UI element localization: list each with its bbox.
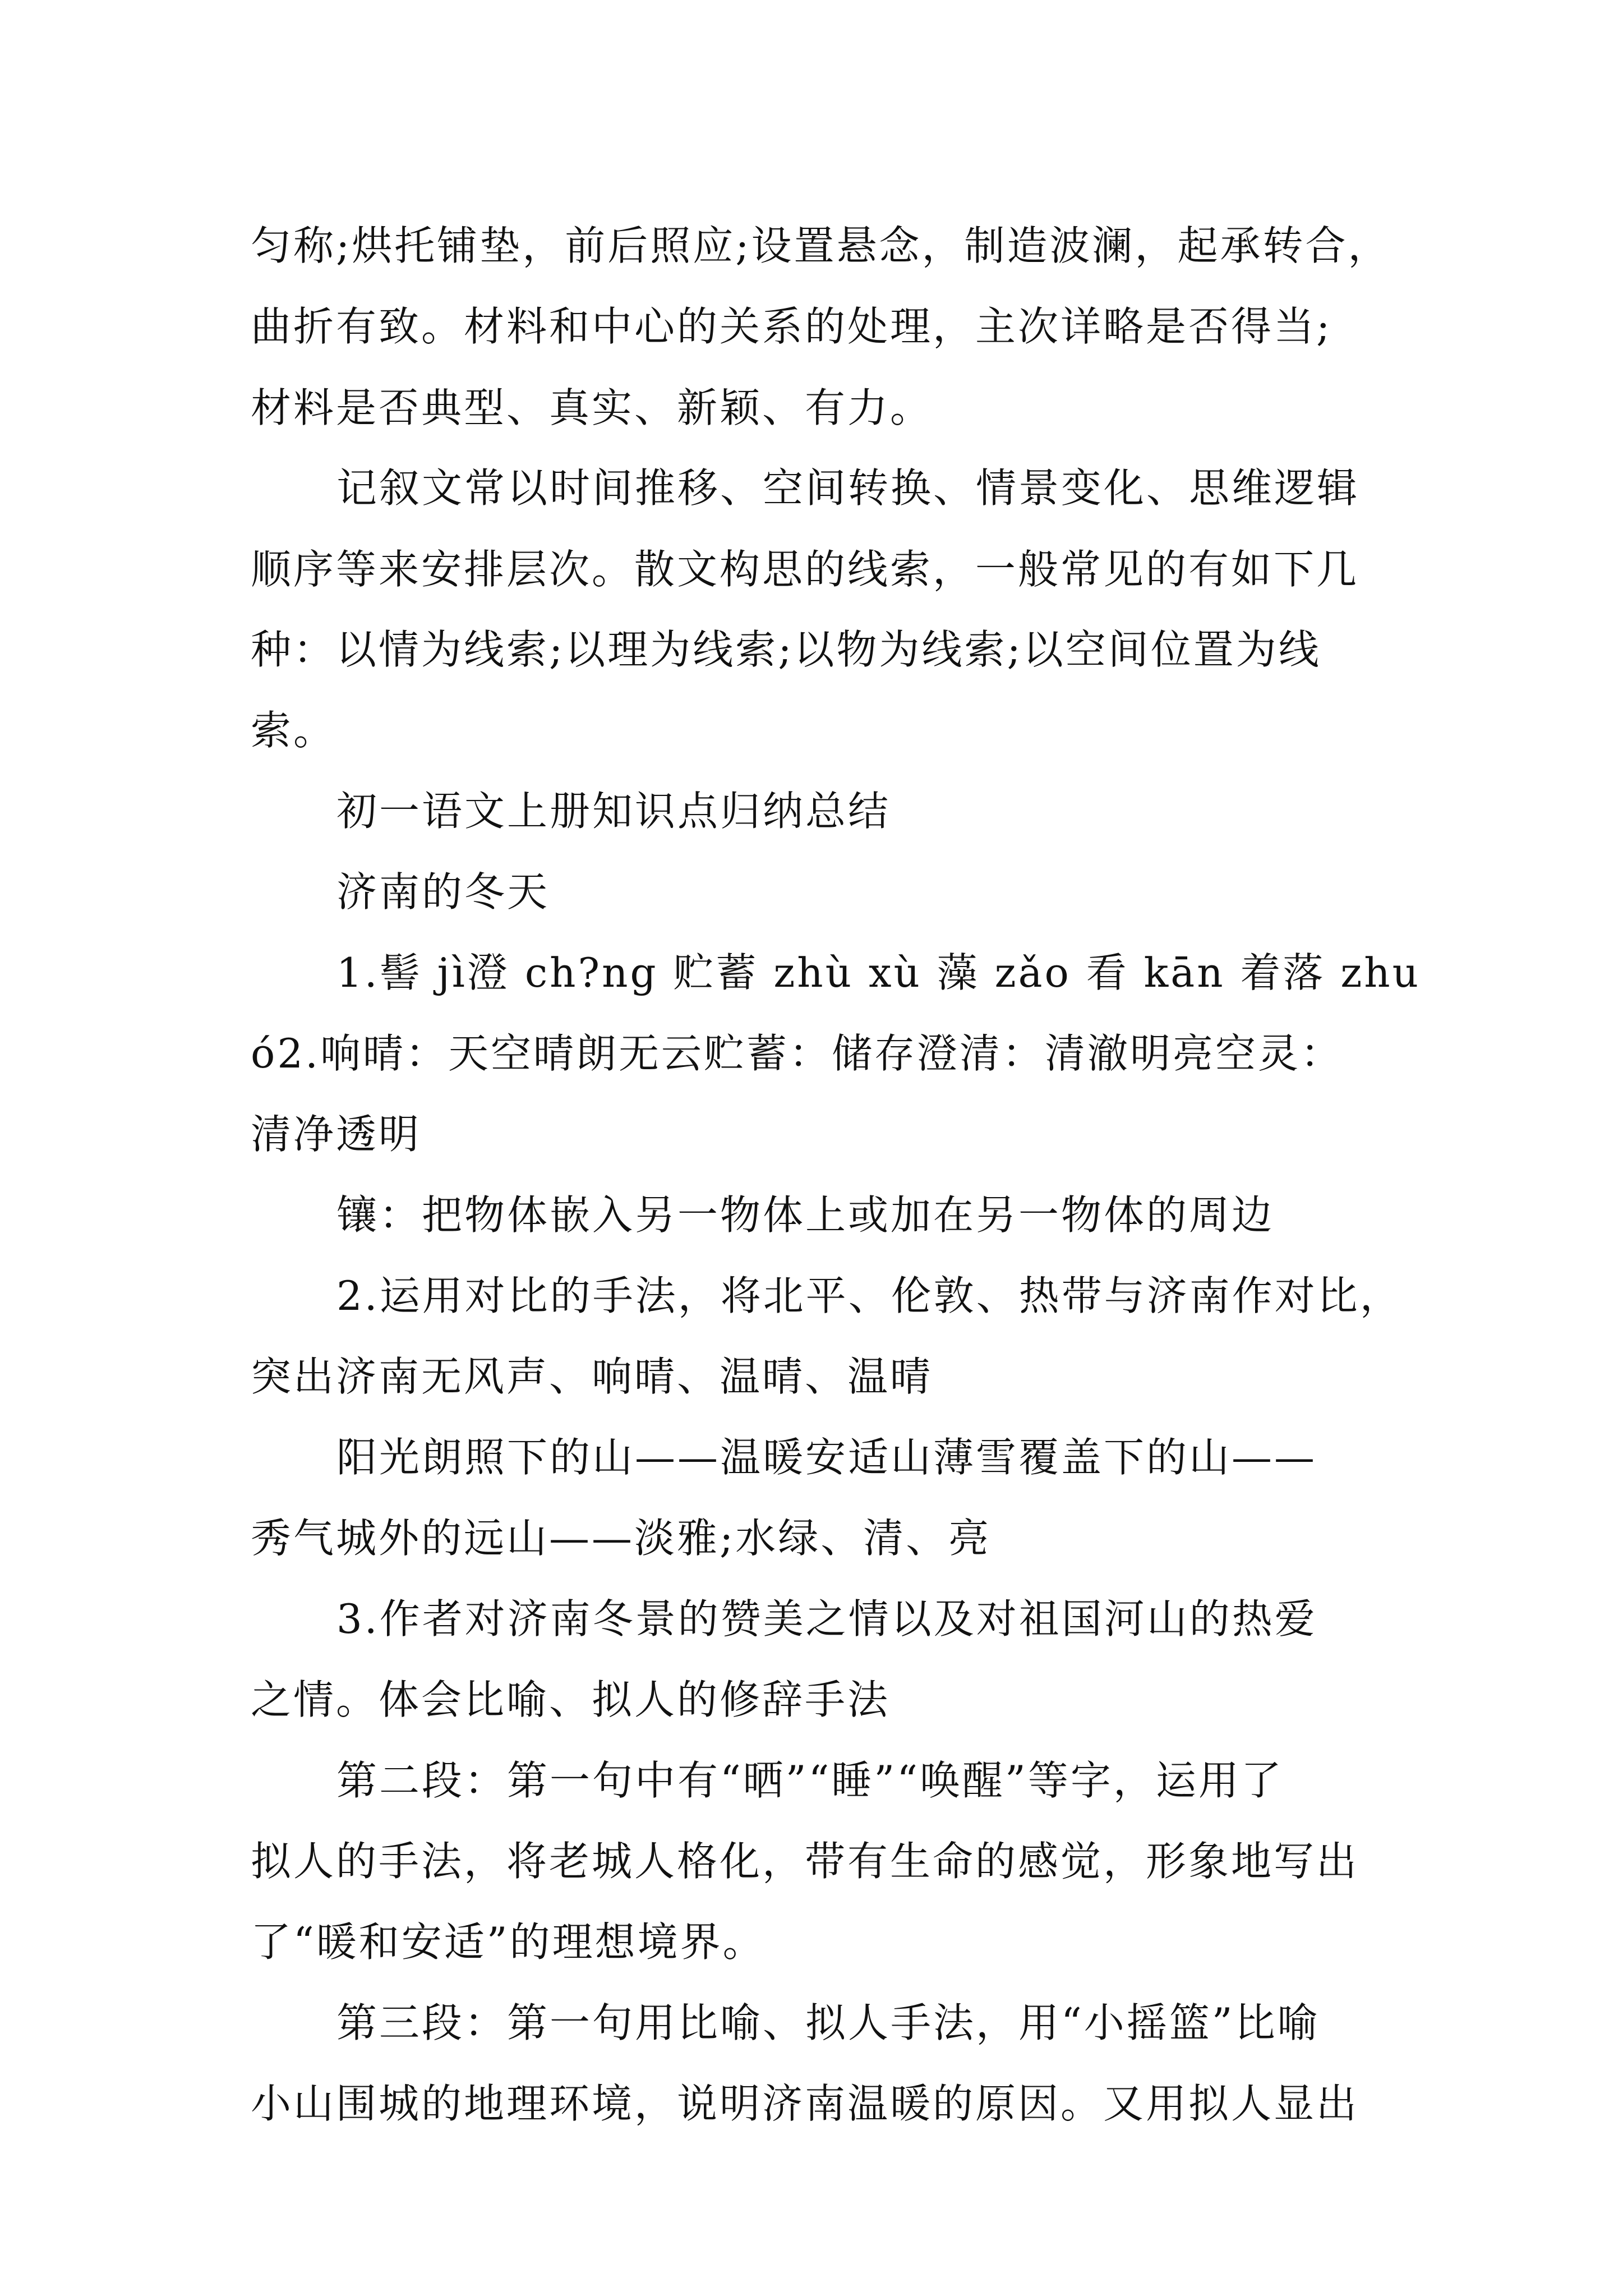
text-line: 小山围城的地理环境，说明济南温暖的原因。又用拟人显出 (251, 2080, 1359, 2127)
text-line: 之情。体会比喻、拟人的修辞手法 (251, 1676, 891, 1723)
text-line: 记叙文常以时间推移、空间转换、情景变化、思维逻辑 (336, 464, 1360, 512)
text-line: 清净透明 (251, 1111, 422, 1158)
text-line: 第三段：第一句用比喻、拟人手法，用“小摇篮”比喻 (336, 1999, 1320, 2046)
text-line: 1.髻 jì澄 ch?ng 贮蓄 zhù xù 藻 zǎo 看 kān 着落 zhu (336, 949, 1421, 996)
text-line: 材料是否典型、真实、新颖、有力。 (251, 384, 933, 431)
text-line: 顺序等来安排层次。散文构思的线索，一般常见的有如下几 (251, 546, 1359, 593)
text-line: 济南的冬天 (336, 868, 550, 915)
text-line: 镶：把物体嵌入另一物体上或加在另一物体的周边 (336, 1191, 1275, 1239)
text-line: ó2.响晴：天空晴朗无云贮蓄：储存澄清：清澈明亮空灵： (251, 1030, 1344, 1077)
text-line: 突出济南无风声、响晴、温晴、温晴 (251, 1353, 933, 1400)
text-line: 了“暖和安适”的理想境界。 (251, 1918, 766, 1966)
text-line: 阳光朗照下的山——温暖安适山薄雪覆盖下的山—— (336, 1434, 1317, 1481)
text-line: 初一语文上册知识点归纳总结 (336, 788, 891, 835)
text-line: 种：以情为线索;以理为线索;以物为线索;以空间位置为线 (251, 626, 1321, 673)
text-line: 3.作者对济南冬景的赞美之情以及对祖国河山的热爱 (336, 1595, 1317, 1642)
text-line: 拟人的手法，将老城人格化，带有生命的感觉，形象地写出 (251, 1838, 1359, 1885)
text-line: 第二段：第一句中有“晒”“睡”“唤醒”等字，运用了 (336, 1757, 1284, 1804)
text-line: 索。 (251, 707, 336, 754)
text-line: 匀称;烘托铺垫，前后照应;设置悬念，制造波澜，起承转合， (251, 222, 1391, 269)
text-line: 2.运用对比的手法，将北平、伦敦、热带与济南作对比， (336, 1272, 1403, 1319)
text-line: 曲折有致。材料和中心的关系的处理，主次详略是否得当; (251, 303, 1332, 350)
text-line: 秀气城外的远山——淡雅;水绿、清、亮 (251, 1515, 992, 1562)
